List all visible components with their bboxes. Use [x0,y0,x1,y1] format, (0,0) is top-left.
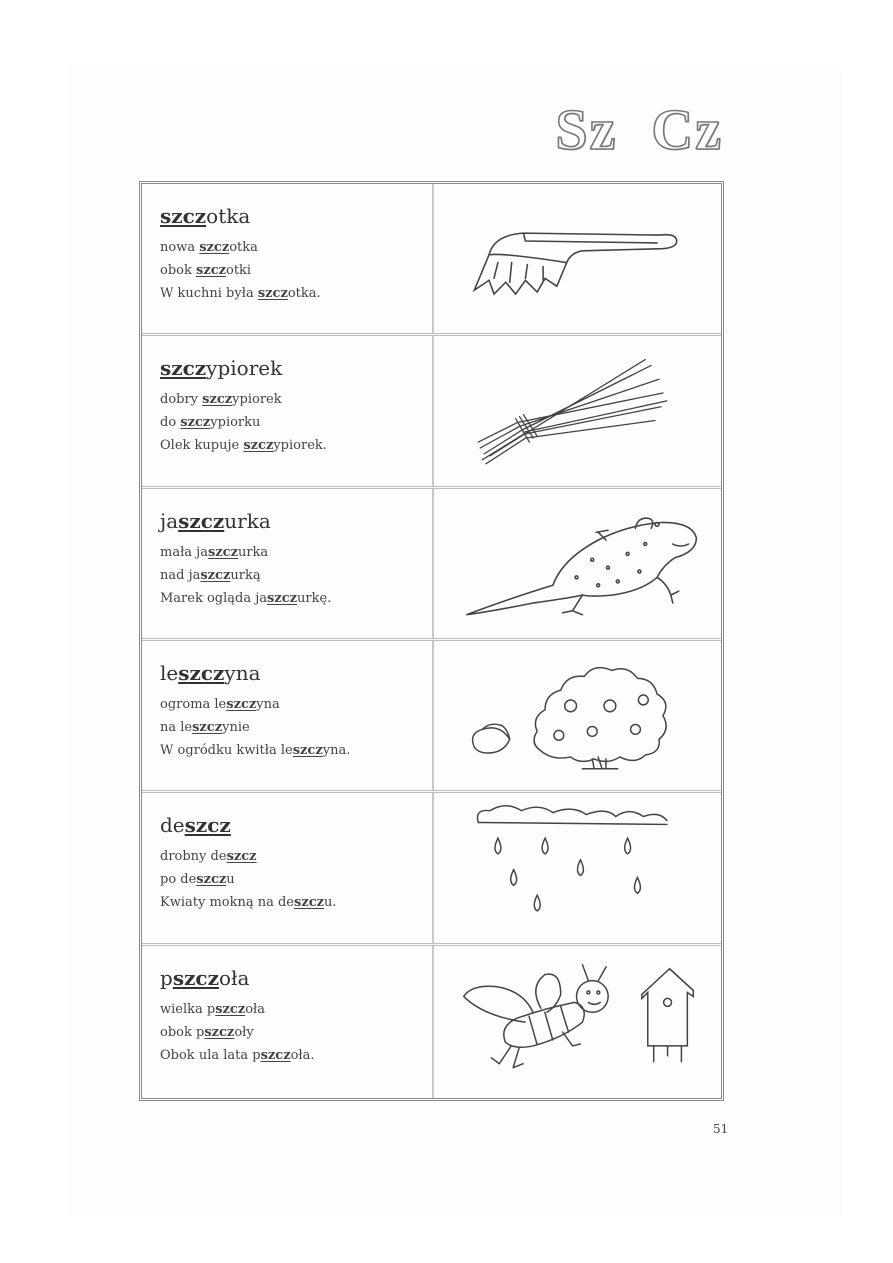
entry-sentence: W kuchni była szczotka. [160,286,321,301]
brush-icon [434,184,721,336]
entry-sentence: Obok ula lata pszczoła. [160,1047,315,1063]
bee-beehive-icon [434,946,721,1098]
chives-icon [434,336,721,488]
entry-phrase: mała jaszczurka [160,544,269,560]
letter-right: Cz [651,97,723,162]
word-table [139,181,724,1101]
entry-headword: szczypiorek [160,356,283,381]
entry-phrase: drobny deszcz [160,849,257,865]
entry-phrase: nowa szczotka [160,240,258,255]
title-letters [555,96,723,163]
entry-phrase: obok pszczoły [160,1024,254,1040]
entry-text [142,641,434,793]
entry-sentence: Kwiaty mokną na deszczu. [160,895,337,911]
entry-sentence: W ogródku kwitła leszczyna. [160,742,351,758]
entry-phrase: dobry szczypiorek [160,392,282,408]
entry-sentence: Marek ogląda jaszczurkę. [160,590,332,606]
entry-phrase: do szczypiorku [160,415,261,431]
entry-headword: leszczyna [160,660,261,685]
entry-headword: deszcz [160,813,231,838]
entry-phrase: wielka pszczoła [160,1001,266,1017]
hazel-bush-icon [434,641,721,793]
lizard-icon [434,489,721,641]
entry-headword: jaszczurka [160,508,271,533]
entry-phrase: ogroma leszczyna [160,696,280,712]
entry-headword: szczotka [160,204,251,228]
entry-phrase: obok szczotki [160,263,252,278]
entry-phrase: na leszczynie [160,719,250,735]
letter-left: Sz [555,97,618,162]
page-number: 51 [713,1122,729,1136]
entry-phrase: po deszczu [160,872,235,888]
entry-text [142,184,434,336]
entry-phrase: nad jaszczurką [160,567,261,583]
entry-headword: pszczoła [160,965,250,990]
entry-text [142,489,434,641]
entry-text [142,793,434,945]
entry-text [142,946,434,1098]
rain-cloud-icon [434,793,721,945]
entry-text [142,336,434,488]
entry-sentence: Olek kupuje szczypiorek. [160,438,327,454]
